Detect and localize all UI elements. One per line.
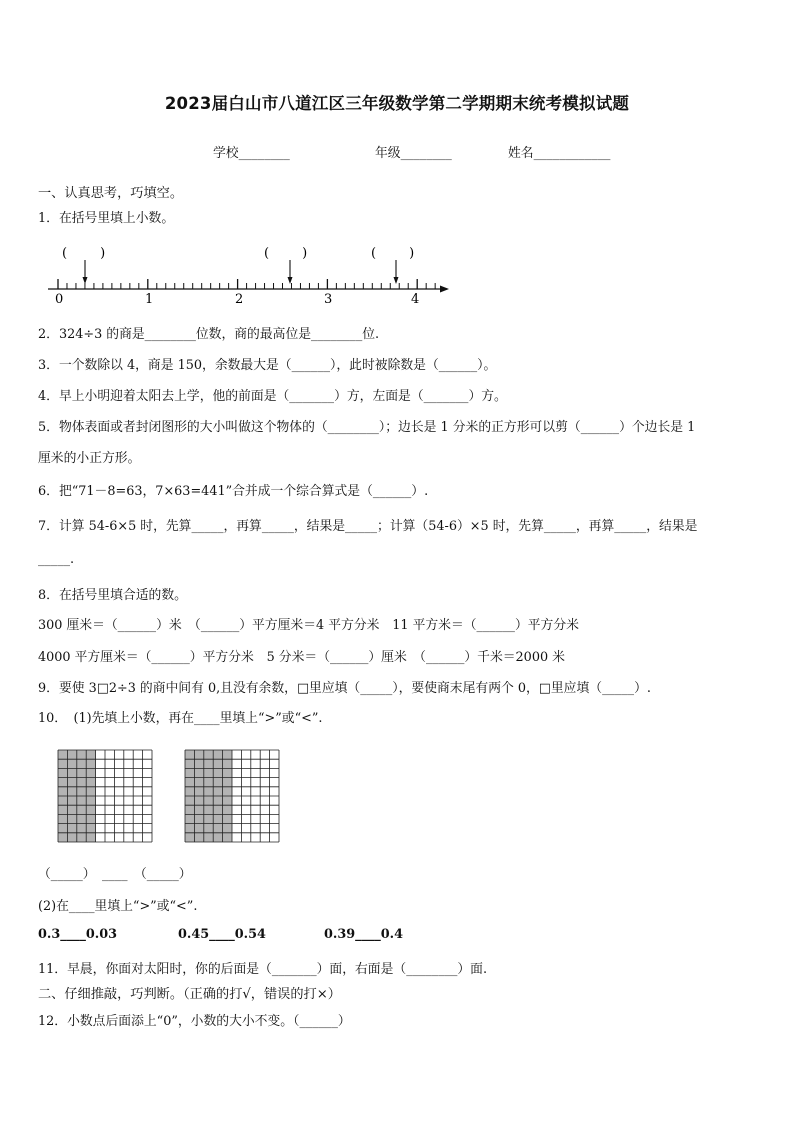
number-line-ticks: [58, 279, 435, 289]
question-7-line-2: _____.: [38, 552, 75, 567]
section-1-heading: 一、认真思考，巧填空。: [38, 186, 184, 201]
pointer-arrow: [394, 260, 399, 284]
compare-item-3: 0.39____0.4: [324, 927, 404, 942]
question-5-line-2: 厘米的小正方形。: [38, 451, 141, 466]
question-6: 6．把“71－8=63，7×63=441”合并成一个综合算式是（______）.: [38, 484, 429, 499]
school-field: 学校________: [213, 146, 290, 161]
question-4: 4．早上小明迎着太阳去上学，他的前面是（_______）方，左面是（_______）方。: [38, 389, 507, 404]
compare-item-1: 0.3____0.03: [38, 927, 118, 942]
tick-label-1: 1: [145, 292, 154, 307]
question-5-line-1: 5．物体表面或者封闭图形的大小叫做这个物体的（________）；边长是 1 分米的正方形可以剪（______）个边长是 1: [38, 420, 696, 435]
question-8-row-2: 4000 平方厘米＝（______）平方分米 5 分米＝（______）厘米 （______）千米＝2000 米: [38, 650, 565, 665]
page-title: 2023届白山市八道江区三年级数学第二学期期末统考模拟试题: [164, 94, 630, 113]
section-2-heading: 二、仔细推敲，巧判断。（正确的打√，错误的打×）: [38, 987, 341, 1002]
question-8: 8．在括号里填合适的数。: [38, 588, 187, 603]
question-10-answer-row: （_____） ____ （_____）: [38, 867, 192, 882]
compare-item-2: 0.45____0.54: [178, 927, 266, 942]
question-10: 10． (1)先填上小数，再在____里填上“>”或“<”.: [38, 711, 323, 726]
hundred-grid-left: [57, 749, 153, 843]
number-line: [0, 238, 794, 308]
question-8-row-1: 300 厘米＝（______）米 （______）平方厘米＝4 平方分米 11 平方米＝（______）平方分米: [38, 618, 579, 633]
question-2: 2．324÷3 的商是________位数，商的最高位是________位.: [38, 327, 380, 342]
question-3: 3．一个数除以 4，商是 150，余数最大是（______），此时被除数是（______）。: [38, 358, 497, 373]
question-9: 9．要使 3□2÷3 的商中间有 0,且没有余数，□里应填（_____），要使商末尾有两个 0，□里应填（_____）.: [38, 681, 651, 696]
pointer-arrow: [288, 260, 293, 284]
tick-label-0: 0: [55, 292, 64, 307]
answer-bracket-3[interactable]: ( ): [371, 246, 415, 261]
tick-label-2: 2: [235, 292, 244, 307]
question-7-line-1: 7．计算 54-6×5 时，先算_____，再算_____，结果是_____；计算（54-6）×5 时，先算_____，再算_____，结果是: [38, 519, 698, 534]
question-12: 12．小数点后面添上“0”，小数的大小不变。（______）: [38, 1014, 351, 1029]
hundred-grid-right: [184, 749, 280, 843]
tick-label-4: 4: [411, 292, 420, 307]
answer-bracket-1[interactable]: ( ): [62, 246, 106, 261]
question-10-part-2: (2)在____里填上“>”或“<”.: [38, 899, 198, 914]
question-11: 11．早晨，你面对太阳时，你的后面是（_______）面，右面是（________）面.: [38, 962, 488, 977]
answer-bracket-2[interactable]: ( ): [264, 246, 308, 261]
tick-label-3: 3: [324, 292, 333, 307]
number-line-arrowhead: [440, 286, 449, 293]
grade-field: 年级________: [375, 146, 452, 161]
question-1: 1．在括号里填上小数。: [38, 211, 175, 226]
pointer-arrow: [83, 260, 88, 284]
name-field: 姓名____________: [508, 146, 611, 161]
